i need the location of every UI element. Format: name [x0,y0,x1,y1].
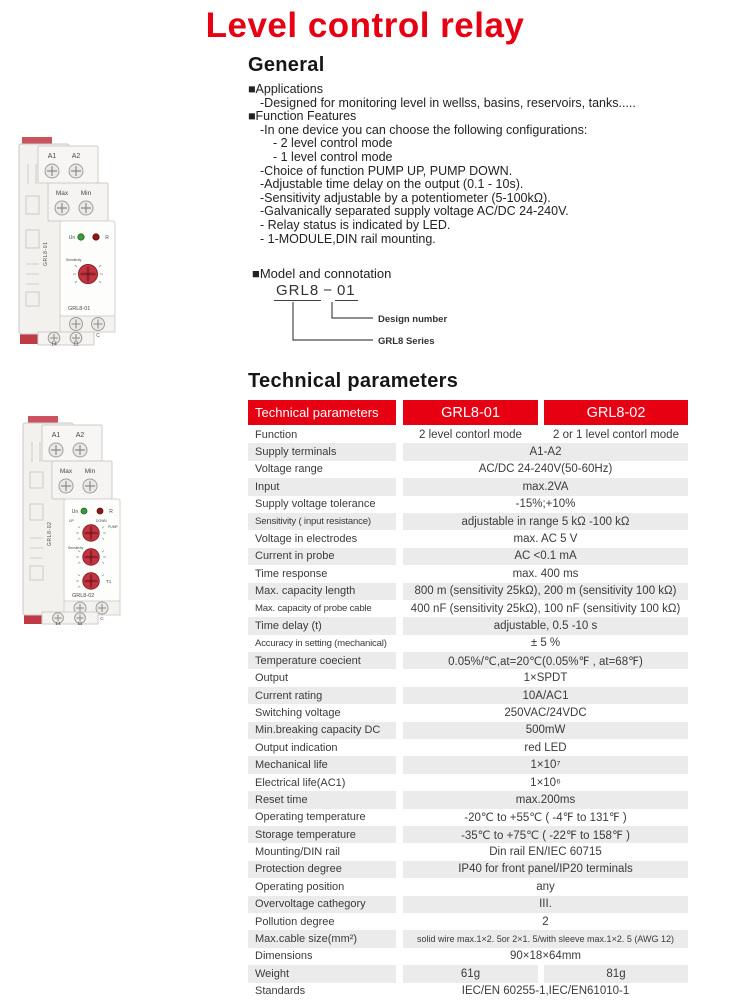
table-row [248,478,688,495]
model-connotation-diagram [268,302,478,354]
led-green [81,508,87,514]
param-label: Operating position [255,880,345,893]
table-row [248,513,688,530]
terminal-label: Min [80,190,92,197]
param-value: IEC/EN 60255-1,IEC/EN61010-1 [461,985,630,998]
param-value: 400 nF (sensitivity 25kΩ), 100 nF (sensitivity 100 kΩ) [410,602,681,615]
param-label: Weight [248,965,396,982]
connector-line-series [293,302,373,340]
terminal-block-top [38,146,98,183]
function-knob [83,525,99,541]
model-dash: − [323,282,333,299]
terminal-label: A1 [47,153,57,160]
param-label: Electrical life(AC1) [255,776,346,789]
table-header-grl8-02: GRL8-02 [544,400,688,425]
param-label: Input [248,478,396,495]
param-label: Time response [255,567,328,580]
param-label: Output [255,672,289,685]
param-label: Voltage in electrodes [255,533,358,546]
param-value: AC/DC 24-240V(50-60Hz) [478,463,613,476]
param-value: -20℃ to +55℃ ( -4℉ to 131℉ ) [464,812,627,825]
technical-parameters-table [248,400,688,1000]
param-label: Max. capacity length [248,583,396,600]
table-row [248,948,688,965]
param-value: adjustable in range 5 kΩ -100 kΩ [403,513,688,530]
param-value-grl8-02: 81g [544,965,688,982]
table-header-parameters: Technical parameters [248,400,396,425]
param-label: Voltage range [255,463,323,476]
param-label: Min.breaking capacity DC [248,722,396,739]
table-row [248,669,688,686]
param-value: AC <0.1 mA [403,548,688,565]
table-row [248,826,688,843]
terminal-label: 11 [77,622,83,626]
table-row [248,426,688,443]
side-model-text: GRL8-02 [47,521,53,546]
param-label: Mounting/DIN rail [255,846,340,859]
side-model-text: GRL8-01 [43,241,49,266]
param-value: -35℃ to +75℃ ( -22℉ to 158℉ ) [403,826,688,843]
sensitivity-knob [79,265,98,284]
table-row [248,548,688,565]
general-line: -Galvanically separated supply voltage AC/DC 24-240V. [260,204,569,219]
table-row [248,930,688,947]
terminal-label: A2 [75,432,85,439]
table-row [248,461,688,478]
table-row [248,565,688,582]
param-label: Accuracy in setting (mechanical) [255,637,387,649]
terminal-label: C [96,333,100,339]
table-row [248,496,688,513]
page-title: Level control relay [205,6,525,45]
table-row [248,635,688,652]
technical-parameters-heading: Technical parameters [248,370,459,392]
param-value: max.2VA [403,478,688,495]
param-value: 1×10⁷ [403,756,688,773]
table-row [248,722,688,739]
param-value: III. [403,896,688,913]
table-header-grl8-01: GRL8-01 [403,400,538,425]
param-value: solid wire max.1×2. 5or 2×1. 5/with sleeve max.1×2. 5 (AWG 12) [403,930,688,947]
table-row [248,617,688,634]
param-label: Sensitivity ( input resistance) [248,513,396,530]
terminal-label: A1 [51,432,61,439]
product-photo-grl8-01 [16,134,118,346]
general-line: ■Applications [248,82,323,96]
param-label: Mechanical life [248,756,396,773]
param-label: Pollution degree [255,915,335,928]
param-label: Temperature coecient [248,652,396,669]
led-green [78,234,84,240]
series-label: GRL8 Series [378,336,435,347]
param-value-grl8-02: 2 or 1 level contorl mode [553,428,679,441]
table-row [248,965,688,982]
general-line: - Relay status is indicated by LED. [260,217,451,232]
general-line: -Sensitivity adjustable by a potentiometer (5-100kΩ). [260,190,551,205]
param-value: 2 [542,915,549,928]
table-row [248,600,688,617]
led-red [93,234,99,240]
param-label: Current in probe [248,548,396,565]
table-row [248,652,688,669]
general-line: -Choice of function PUMP UP, PUMP DOWN. [260,163,513,178]
model-series-code: GRL8 [276,282,320,299]
table-row [248,791,688,808]
general-text [248,83,718,246]
param-value: red LED [524,741,567,754]
table-header-row [248,400,688,425]
table-row [248,983,688,1000]
param-value: Din rail EN/IEC 60715 [489,846,602,859]
param-value: 90×18×64mm [510,950,581,963]
param-value: IP40 for front panel/IP20 terminals [403,861,688,878]
param-value: 10A/AC1 [403,687,688,704]
general-line: -In one device you can choose the following configurations: [260,122,588,137]
param-value: ± 5 % [530,637,561,650]
table-row [248,739,688,756]
param-label: Max. capacity of probe cable [255,603,372,615]
model-section-label: ■Model and connotation [252,266,392,281]
param-value-grl8-01: 2 level contorl mode [419,428,522,441]
knob-label: DOWN [96,519,107,523]
general-line: -Adjustable time delay on the output (0.1 - 10s). [260,177,524,192]
led-label: Un [71,509,79,515]
table-row [248,878,688,895]
param-value: 800 m (sensitivity 25kΩ), 200 m (sensitivity 100 kΩ) [403,583,688,600]
param-label: Standards [255,985,306,998]
led-label: Un [68,235,76,241]
table-row [248,530,688,547]
table-row [248,704,688,721]
terminal-label: 11 [73,341,79,346]
param-label: Storage temperature [248,826,396,843]
product-photo-grl8-02 [20,412,124,626]
terminal-label: Max [55,190,69,197]
param-label: Current rating [248,687,396,704]
param-label: Output indication [255,741,338,754]
param-label: Max.cable size(mm²) [248,930,396,947]
terminal-block-top [42,425,102,461]
param-value-grl8-01: 61g [403,965,538,982]
table-row [248,861,688,878]
model-code [274,282,358,302]
param-label: Operating temperature [255,811,366,824]
param-label: Switching voltage [255,706,341,719]
general-heading: General [248,54,325,76]
general-line: - 2 level control mode [273,136,393,151]
table-row [248,774,688,791]
terminal-block-bottom [38,332,94,345]
param-value: max. AC 5 V [513,533,578,546]
param-label: Overvoltage cathegory [248,896,396,913]
param-label: Function [255,428,298,441]
time-knob [83,573,99,589]
terminal-block-mid [52,461,112,499]
model-label: GRL8-01 [68,306,91,312]
param-value: 1×10⁶ [530,776,561,789]
led-red [97,508,103,514]
table-row [248,687,688,704]
table-body [248,426,688,1000]
knob-label: Sensitivity [66,258,82,262]
design-number-label: Design number [378,314,448,325]
param-label: Dimensions [255,950,313,963]
led-label: R [105,235,109,241]
param-value: 1×SPDT [523,672,568,685]
table-row [248,443,688,460]
param-value: max. 400 ms [512,567,579,580]
terminal-block-out [60,316,115,332]
param-value: adjustable, 0.5 -10 s [403,617,688,634]
param-label: Supply terminals [248,443,396,460]
param-label: Supply voltage tolerance [255,498,376,511]
knob-label: Sensitivity [68,546,84,550]
table-row [248,809,688,826]
param-value: 0.05%/℃,at=20℃(0.05%℉ , at=68℉) [403,652,688,669]
param-label: Protection degree [248,861,396,878]
param-value: 500mW [403,722,688,739]
terminal-block-bottom [42,612,98,624]
param-value: any [536,880,555,893]
param-value: -15%;+10% [515,498,576,511]
model-label: GRL8-02 [72,593,95,599]
terminal-label: Max [59,468,73,475]
param-label: Reset time [248,791,396,808]
general-line: -Designed for monitoring level in wellss, basins, reservoirs, tanks..... [260,95,636,110]
table-row [248,583,688,600]
table-row [248,913,688,930]
terminal-label: Min [84,468,96,475]
terminal-label: C [100,617,104,622]
param-value: A1-A2 [403,443,688,460]
general-line: ■Function Features [248,109,357,124]
param-label: Time delay (t) [248,617,396,634]
param-value: max.200ms [403,791,688,808]
model-number-code: 01 [336,282,356,299]
terminal-block-mid [48,183,108,221]
table-row [248,896,688,913]
led-label: R [109,509,113,515]
knob-label: T1 [106,579,112,584]
table-row [248,843,688,860]
param-value: 250VAC/24VDC [504,706,587,719]
terminal-label: 14 [51,341,57,346]
knob-label: UP [69,519,74,523]
general-line: - 1-MODULE,DIN rail mounting. [260,231,436,246]
general-line: - 1 level control mode [273,149,393,164]
table-row [248,756,688,773]
terminal-label: A2 [71,153,81,160]
connector-line-design-number [332,302,373,318]
sensitivity-knob [83,549,99,565]
terminal-label: 14 [55,622,61,626]
knob-label: PUMP [108,525,118,529]
